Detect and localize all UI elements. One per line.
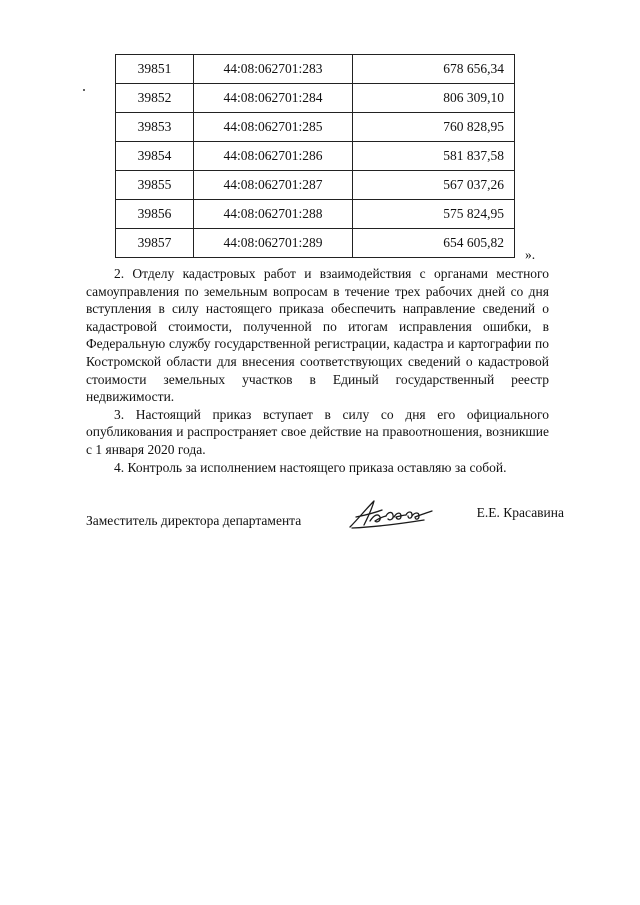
table-row [116, 142, 515, 171]
cadastral-number-cell: 44:08:062701:284 [194, 84, 353, 113]
cadastral-value-cell: 581 837,58 [353, 142, 515, 171]
signer-title: Заместитель директора департамента [86, 513, 302, 528]
record-number-cell: 39856 [116, 200, 194, 229]
paragraph-item-4: 4. Контроль за исполнением настоящего приказа оставляю за собой. [114, 459, 507, 475]
record-number-cell: 39851 [116, 55, 194, 84]
order-body [86, 265, 549, 476]
table-row [116, 55, 515, 84]
record-number-cell: 39854 [116, 142, 194, 171]
cadastral-value-cell: 678 656,34 [353, 55, 515, 84]
table-row [116, 171, 515, 200]
cadastral-number-cell: 44:08:062701:283 [194, 55, 353, 84]
signer-name: Е.Е. Красавина [476, 505, 564, 520]
cadastral-value-cell: 567 037,26 [353, 171, 515, 200]
record-number-cell: 39852 [116, 84, 194, 113]
record-number-cell: 39855 [116, 171, 194, 200]
cadastral-number-cell: 44:08:062701:288 [194, 200, 353, 229]
paragraph-item-3: 3. Настоящий приказ вступает в силу со дня его официального опубликования и распространяет свое действие на правоотношения, возникшие с 1 января 2020 года. [86, 406, 549, 457]
cadastral-number-cell: 44:08:062701:285 [194, 113, 353, 142]
signature-block [86, 505, 564, 545]
cadastral-value-cell: 806 309,10 [353, 84, 515, 113]
table-row [116, 84, 515, 113]
cadastral-value-cell: 575 824,95 [353, 200, 515, 229]
record-number-cell: 39857 [116, 229, 194, 258]
paragraph-item-2: 2. Отделу кадастровых работ и взаимодействия с органами местного самоуправления по земельным вопросам в течение трех рабочих дней со дня вступления в силу настоящего приказа обеспечить направление сведений о кадастровой стоимости, полученной по итогам исправления ошибки, в Федеральную службу государственной регистрации, кадастра и картографии по Костромской области для внесения соответствующих сведений о кадастровой стоимости земельных участков в Единый государственный реестр недвижимости. [86, 266, 549, 405]
cadastral-number-cell: 44:08:062701:289 [194, 229, 353, 258]
cadastral-value-table [115, 54, 515, 258]
closing-quote: ». [525, 247, 536, 262]
cadastral-number-cell: 44:08:062701:286 [194, 142, 353, 171]
cadastral-number-cell: 44:08:062701:287 [194, 171, 353, 200]
record-number-cell: 39853 [116, 113, 194, 142]
table-row [116, 113, 515, 142]
table-row [116, 200, 515, 229]
scan-speck [83, 89, 85, 91]
handwritten-signature [344, 497, 436, 531]
cadastral-value-cell: 760 828,95 [353, 113, 515, 142]
table-row [116, 229, 515, 258]
cadastral-value-cell: 654 605,82 [353, 229, 515, 258]
